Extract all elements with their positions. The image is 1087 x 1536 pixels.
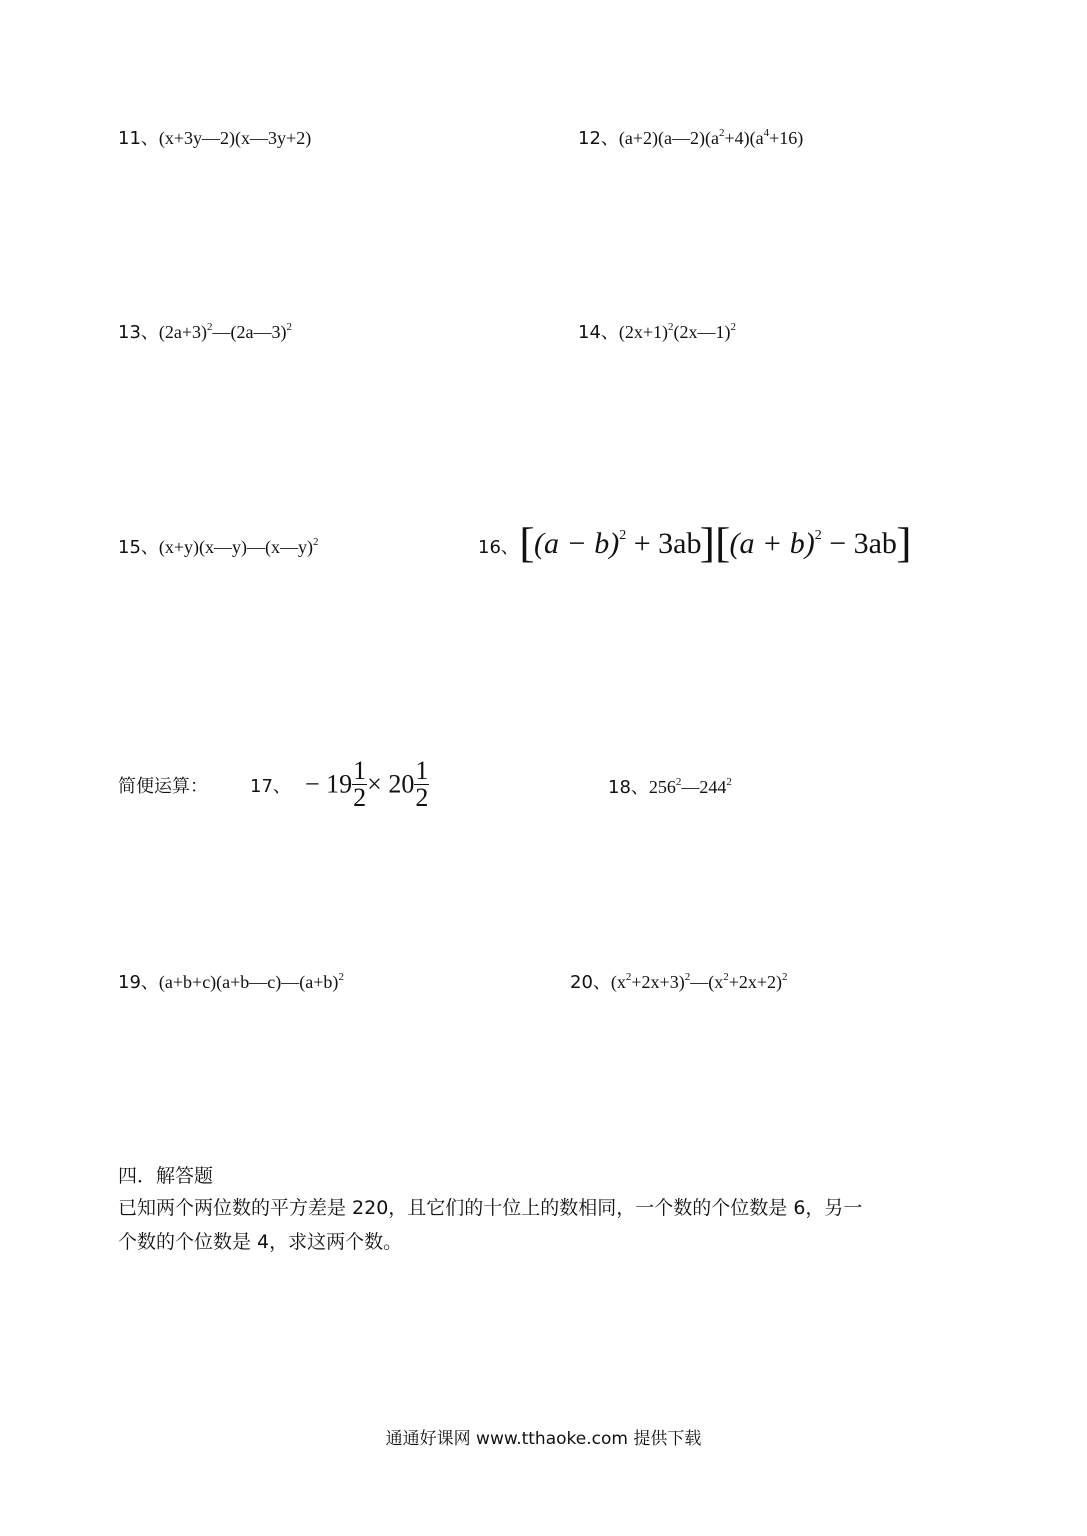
section-heading: 四．解答题 bbox=[118, 1165, 214, 1187]
expression-part: —(x bbox=[690, 972, 724, 992]
exponent: 2 bbox=[625, 971, 632, 983]
exponent: 2 bbox=[814, 528, 822, 543]
problem-number: 19、 bbox=[118, 972, 159, 993]
denominator: 2 bbox=[415, 783, 429, 812]
middle-brackets: ][ bbox=[700, 521, 731, 567]
exponent: 2 bbox=[684, 971, 691, 983]
exponent: 4 bbox=[763, 127, 770, 139]
term: − 3ab bbox=[821, 527, 897, 560]
fraction bbox=[352, 758, 367, 811]
term: (a + b) bbox=[729, 527, 815, 560]
exponent: 2 bbox=[668, 321, 674, 333]
expression-part: +2x+3) bbox=[631, 972, 685, 992]
numerator: 1 bbox=[415, 756, 429, 785]
exponent: 2 bbox=[782, 971, 788, 983]
expression-part: +2x+2) bbox=[728, 972, 782, 992]
expression-part: (2x—1) bbox=[673, 322, 731, 342]
problem-15 bbox=[118, 536, 319, 561]
problem-16-expression bbox=[519, 516, 912, 567]
denominator: 2 bbox=[353, 783, 367, 812]
footer-text: 通通好课网 www.tthaoke.com 提供下载 bbox=[385, 1429, 702, 1449]
question-line-2: 个数的个位数是 4，求这两个数。 bbox=[118, 1231, 403, 1253]
expression-part: 256 bbox=[648, 777, 676, 797]
expression-part: (x bbox=[610, 972, 626, 992]
mixed-whole: − 19 bbox=[305, 769, 353, 799]
expression-part: (2a+3) bbox=[158, 322, 208, 342]
problem-19 bbox=[118, 971, 344, 996]
exponent: 2 bbox=[338, 971, 344, 983]
problem-number: 13、 bbox=[118, 322, 159, 343]
exponent: 2 bbox=[723, 971, 729, 983]
exponent: 2 bbox=[286, 321, 293, 333]
problem-16-number bbox=[478, 536, 519, 559]
exponent: 2 bbox=[719, 127, 725, 139]
problem-14 bbox=[578, 321, 736, 346]
problem-11 bbox=[118, 127, 311, 150]
question-line-1: 已知两个两位数的平方差是 220，且它们的十位上的数相同，一个数的个位数是 6，另一 bbox=[118, 1197, 863, 1219]
problem-20 bbox=[570, 971, 788, 996]
times-term: × 20 bbox=[367, 769, 415, 799]
problem-number: 11、 bbox=[118, 128, 159, 149]
problem-17-number: 17、 bbox=[250, 776, 291, 797]
expression-part: (a+b+c)(a+b—c)—(a+b) bbox=[158, 972, 339, 992]
expression: (x+3y—2)(x—3y+2) bbox=[158, 128, 312, 148]
problem-17-expression bbox=[305, 758, 429, 811]
exponent: 2 bbox=[675, 776, 682, 788]
problem-13 bbox=[118, 321, 292, 346]
exponent: 2 bbox=[313, 536, 319, 548]
right-bracket: ] bbox=[896, 521, 912, 567]
expression-part: —(2a—3) bbox=[212, 322, 287, 342]
problem-number: 16、 bbox=[478, 537, 519, 558]
problem-18 bbox=[608, 776, 732, 801]
exponent: 2 bbox=[619, 528, 627, 543]
fraction bbox=[414, 758, 429, 811]
problem-number: 20、 bbox=[570, 972, 611, 993]
expression-part: (x+y)(x—y)—(x—y) bbox=[158, 537, 314, 557]
expression-part: (2x+1) bbox=[618, 322, 669, 342]
expression-part: (a+2)(a—2)(a bbox=[618, 128, 719, 148]
problem-number: 12、 bbox=[578, 128, 619, 149]
expression-part: +4)(a bbox=[724, 128, 764, 148]
problem-12 bbox=[578, 127, 803, 152]
exponent: 2 bbox=[207, 321, 213, 333]
term: + 3ab bbox=[626, 527, 702, 560]
simplify-label: 简便运算： bbox=[118, 776, 208, 797]
problem-number: 18、 bbox=[608, 777, 649, 798]
left-bracket: [ bbox=[519, 521, 535, 567]
expression-part: +16) bbox=[769, 128, 804, 148]
exponent: 2 bbox=[730, 321, 737, 333]
problem-number: 15、 bbox=[118, 537, 159, 558]
exponent: 2 bbox=[726, 776, 732, 788]
term: (a − b) bbox=[534, 527, 620, 560]
numerator: 1 bbox=[353, 756, 367, 785]
problem-number: 14、 bbox=[578, 322, 619, 343]
expression-part: —244 bbox=[681, 777, 727, 797]
